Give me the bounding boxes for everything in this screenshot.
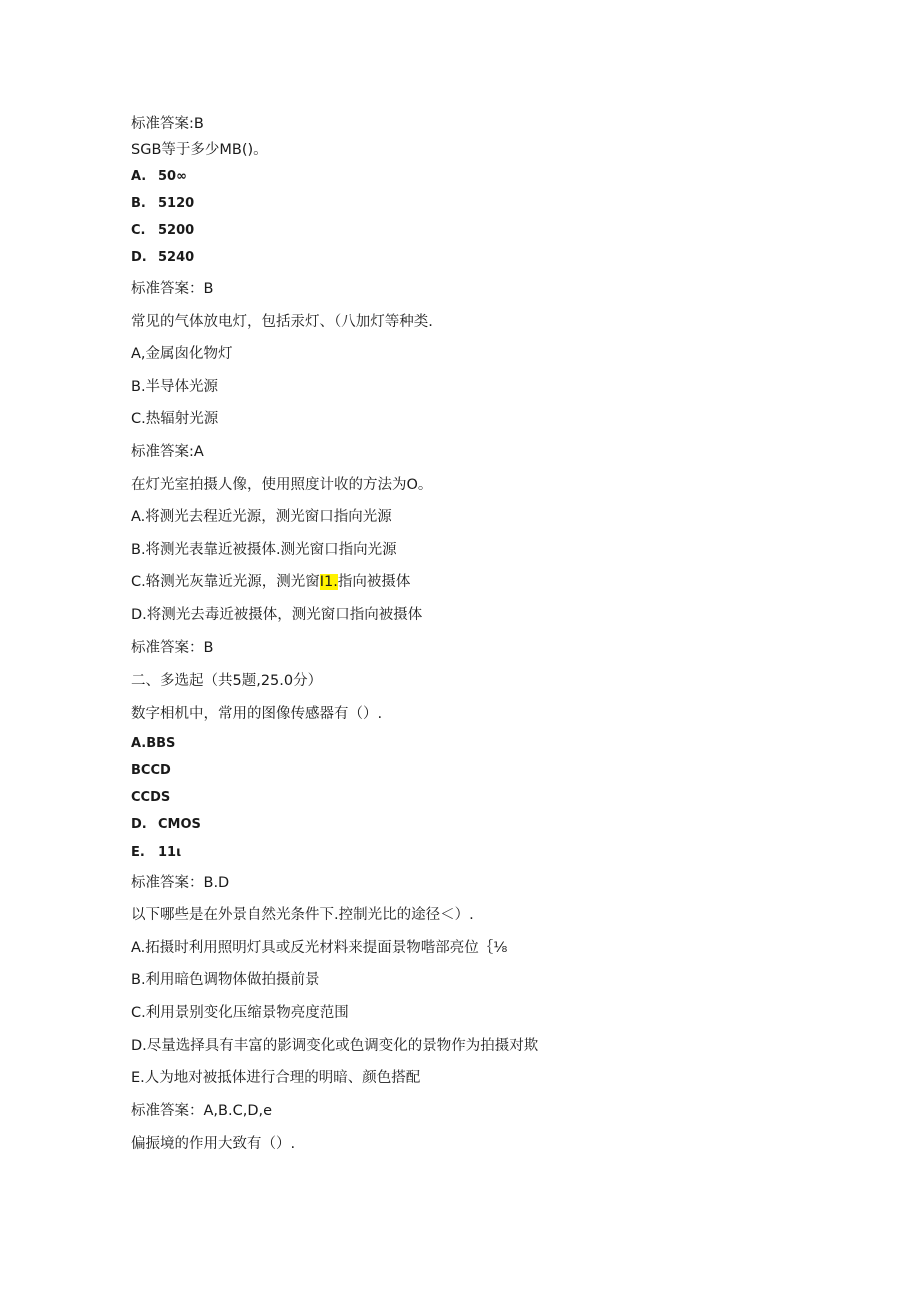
option-d: D.尽量选择具有丰富的影调变化或色调变化的景物作为拍摄对欺 (131, 1038, 539, 1054)
section-heading: 二、多选起（共5题,25.0分） (131, 673, 323, 689)
option-a: A.将测光去程近光源，测光窗口指向光源 (131, 509, 392, 525)
option-b: B.将测光表靠近被摄体.测光窗口指向光源 (131, 542, 397, 558)
question-text: SGB等于多少MB()。 (131, 142, 268, 158)
option-c (131, 221, 194, 241)
option-key: C. (131, 223, 146, 238)
option-d (131, 248, 194, 268)
answer-line: 标准答案:B (131, 116, 204, 132)
option-a (131, 167, 187, 187)
option-b (131, 194, 194, 214)
answer-line: 标准答案：B (131, 640, 214, 656)
option-text: CMOS (158, 817, 201, 832)
option-b: B.利用暗色调物体做拍摄前景 (131, 972, 320, 988)
option-e: E.人为地对被抵体进行合理的明暗、颜色搭配 (131, 1070, 421, 1086)
option-key: A. (131, 169, 147, 184)
option-a: A.拓摄时利用照明灯具或反光材料来提面景物喈部亮位｛⅛ (131, 940, 508, 956)
option-c (131, 572, 410, 592)
option-text: 指向被摄体 (337, 574, 411, 590)
question-text: 以下哪些是在外景自然光条件下.控制光比的途径＜）. (131, 907, 474, 923)
option-text: 5200 (158, 223, 195, 238)
option-key: D. (131, 817, 147, 832)
question-text: 在灯光室拍摄人像，使用照度计收的方法为O。 (131, 477, 433, 493)
option-key: E. (131, 845, 145, 860)
answer-line: 标准答案：B (131, 281, 214, 297)
answer-line: 标准答案:A (131, 444, 204, 460)
option-a: A.BBS (131, 736, 176, 751)
option-d: D.将测光去毒近被摄体，测光窗口指向被摄体 (131, 607, 423, 623)
answer-line: 标准答案：A,B.C,D,e (131, 1103, 273, 1119)
question-text: 偏振境的作用大致有（）. (131, 1136, 296, 1152)
option-c: C.利用景别变化压缩景物亮度范围 (131, 1005, 349, 1021)
option-text: 5240 (158, 250, 195, 265)
option-c: C.热辐射光源 (131, 411, 219, 427)
option-text: 50∞ (158, 169, 187, 184)
option-d (131, 815, 201, 835)
option-b: B.半导体光源 (131, 379, 219, 395)
question-text: 数字相机中，常用的图像传感器有（）. (131, 706, 383, 722)
option-a: A,金属囱化物灯 (131, 346, 233, 362)
option-text: 11ι (158, 845, 182, 860)
option-key: B. (131, 196, 146, 211)
option-text: 5120 (158, 196, 195, 211)
highlight-mark: I1. (319, 574, 338, 590)
option-e (131, 843, 181, 863)
answer-line: 标准答案：B.D (131, 875, 230, 891)
option-key: D. (131, 250, 147, 265)
option-c: CCDS (131, 790, 171, 805)
option-text: C.辂测光灰靠近光源，测光窗 (131, 574, 320, 590)
question-text: 常见的气体放电灯，包括汞灯、（八加灯等种类. (131, 314, 433, 330)
option-b: BCCD (131, 763, 171, 778)
